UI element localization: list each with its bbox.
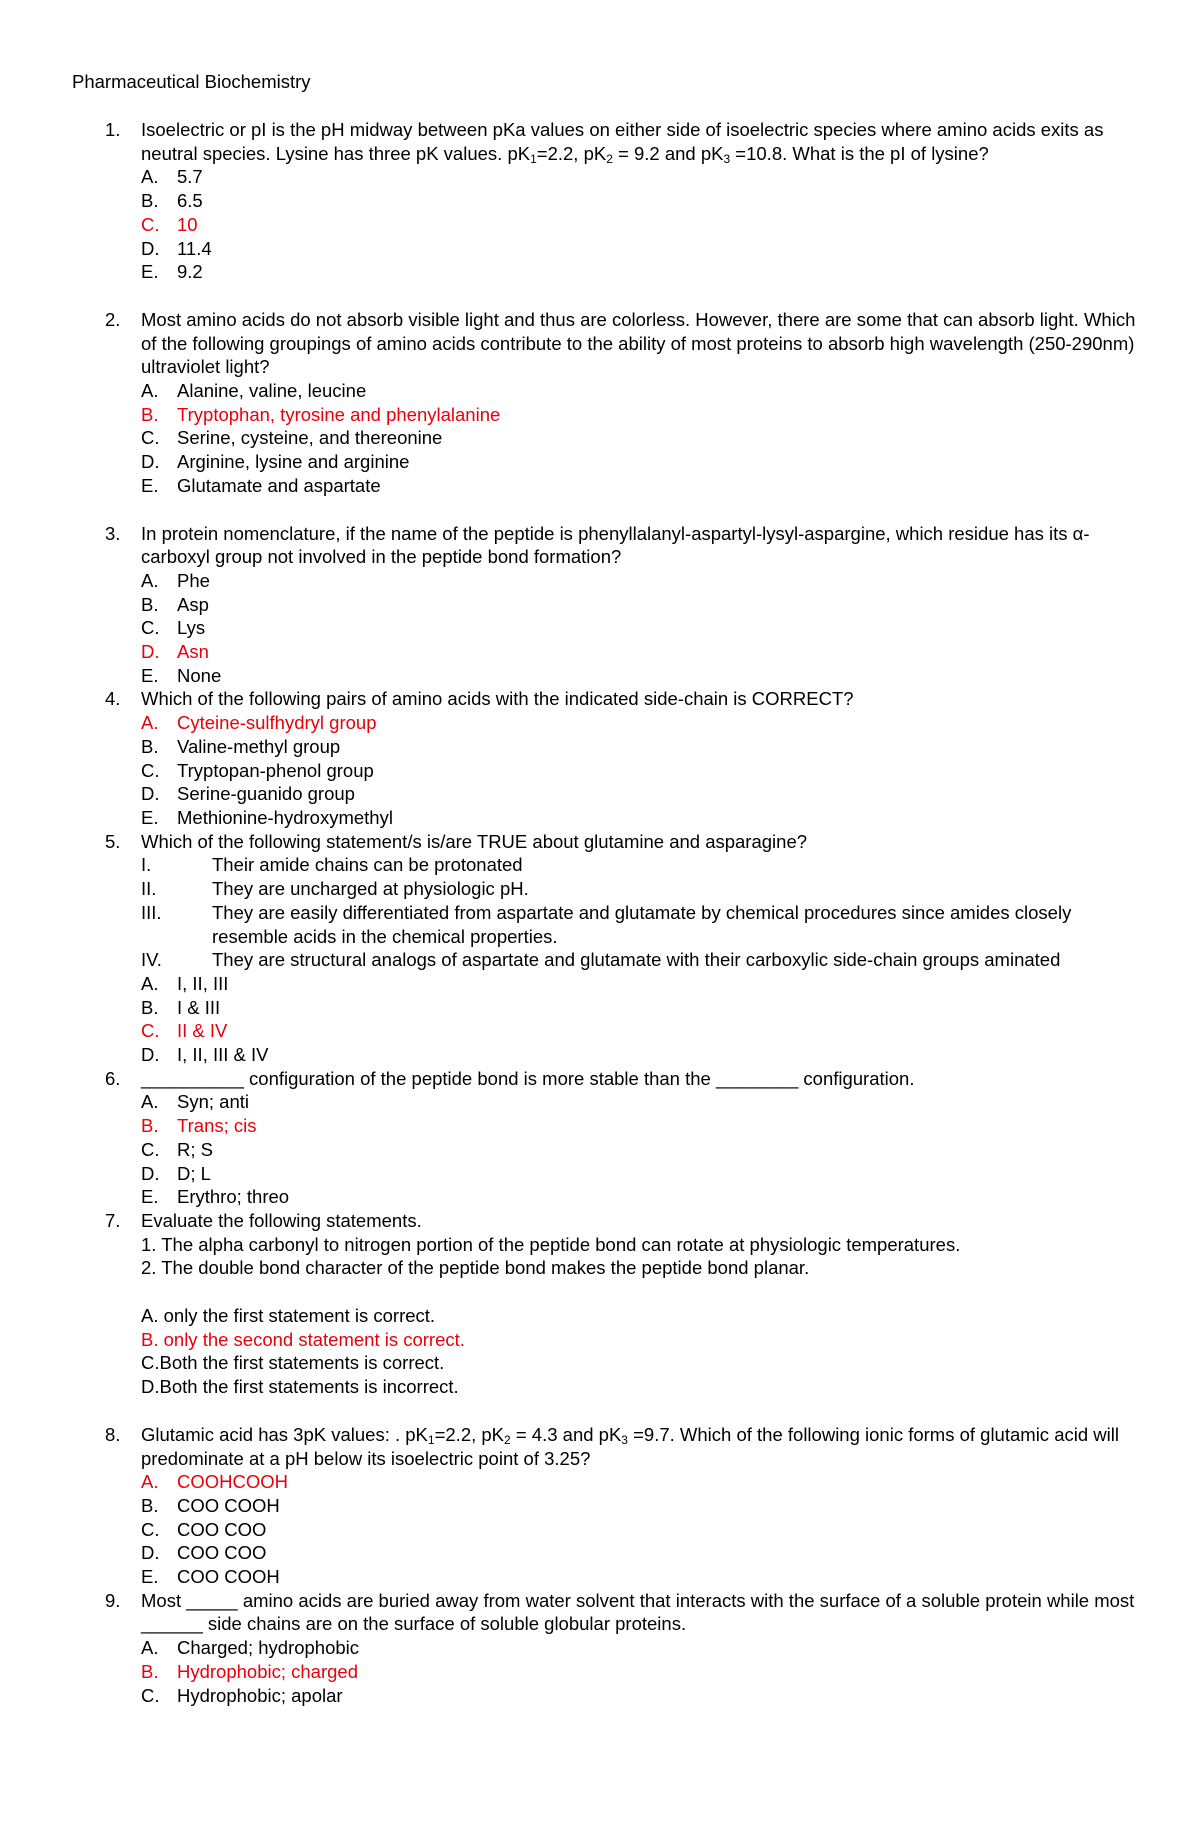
option: A. Syn; anti <box>141 1091 249 1113</box>
question-stem: Most _____ amino acids are buried away from water solvent that interacts with the surface of a soluble protein while most ______ side chains are on the surface of soluble globular proteins. <box>141 1589 1135 1635</box>
option: D. COO COO <box>141 1542 267 1564</box>
correct-option: A. COOHCOOH <box>141 1471 288 1493</box>
option: D. Serine-guanido group <box>141 783 355 805</box>
question-stem: In protein nomenclature, if the name of the peptide is phenyllalanyl-aspartyl-lysyl-aspargine, which residue has its α-carboxyl group not involved in the peptide bond formation? <box>141 522 1090 568</box>
question-stem: Evaluate the following statements. <box>141 1209 422 1231</box>
option: A. Charged; hydrophobic <box>141 1637 360 1659</box>
document-page <box>72 70 1142 1707</box>
option: B. COO COOH <box>141 1494 280 1516</box>
question-number: 1. <box>105 119 121 140</box>
question-number: 8. <box>105 1423 121 1445</box>
statement: I. Their amide chains can be protonated <box>141 854 523 876</box>
statement: 2. The double bond character of the peptide bond makes the peptide bond planar. <box>141 1257 810 1279</box>
question-number: 4. <box>105 688 121 710</box>
option: E. 9.2 <box>141 261 203 283</box>
option: E. COO COOH <box>141 1566 280 1588</box>
question-5 <box>72 830 1142 1067</box>
question-8 <box>72 1423 1142 1589</box>
question-stem: Glutamic acid has 3pK values: . $pK_1=2.2$, $pK_2 = 4.3$ and $pK_3 =9.7$. Which of the following ionic forms of glutamic acid will predominate at a pH below its isoelectric point of 3.25? <box>141 1423 1119 1469</box>
option: E. Erythro; threo <box>141 1186 290 1208</box>
correct-option: A. Cyteine-sulfhydryl group <box>141 712 377 734</box>
question-3 <box>72 522 1142 688</box>
option: D.Both the first statements is incorrect. <box>141 1376 459 1398</box>
option: A. 5.7 <box>141 166 203 188</box>
option: C. COO COO <box>141 1518 267 1540</box>
question-number: 5. <box>105 830 121 852</box>
option: B. Valine-methyl group <box>141 735 341 757</box>
option: B. Asp <box>141 593 209 615</box>
question-stem: __________ configuration of the peptide bond is more stable than the ________ configuration. <box>141 1067 915 1089</box>
correct-option: C. II & IV <box>141 1020 228 1042</box>
question-stem: Which of the following statement/s is/are TRUE about glutamine and asparagine? <box>141 830 808 852</box>
question-2 <box>72 308 1142 498</box>
statement: 1. The alpha carbonyl to nitrogen portion of the peptide bond can rotate at physiologic temperatures. <box>141 1233 961 1255</box>
question-stem: Isoelectric or pI is the pH midway between pKa values on either side of isoelectric species where amino acids exits as neutral species. Lysine has three pK values. $pK_1=2.2$, $pK_2 = 9.2$ and $pK_3 =10.8$. What is the pI of lysine? <box>141 119 1104 166</box>
spacer <box>72 284 1142 308</box>
question-6 <box>72 1067 1142 1209</box>
question-number: 3. <box>105 522 121 544</box>
correct-option: B. Hydrophobic; charged <box>141 1660 358 1682</box>
correct-option: B. Tryptophan, tyrosine and phenylalanine <box>141 403 501 425</box>
question-number: 2. <box>105 308 121 330</box>
question-1 <box>72 118 1142 284</box>
correct-option: B. Trans; cis <box>141 1115 257 1137</box>
question-stem: Which of the following pairs of amino acids with the indicated side-chain is CORRECT? <box>141 688 854 710</box>
option: B. I & III <box>141 996 221 1018</box>
option: A. I, II, III <box>141 972 229 994</box>
option: A. Alanine, valine, leucine <box>141 380 367 402</box>
spacer <box>72 1399 1142 1423</box>
option: C. Lys <box>141 617 206 639</box>
question-number: 6. <box>105 1067 121 1089</box>
document-title: Pharmaceutical Biochemistry <box>72 71 311 92</box>
statement: II. They are uncharged at physiologic pH. <box>141 878 529 900</box>
question-stem: Most amino acids do not absorb visible light and thus are colorless. However, there are some that can absorb light. Which of the following groupings of amino acids contribute to the ability of most proteins to absorb high wavelength (250-290nm) ultraviolet light? <box>141 308 1136 378</box>
question-number: 9. <box>105 1589 121 1611</box>
option: C. Tryptopan-phenol group <box>141 759 374 781</box>
option: D. I, II, III & IV <box>141 1044 269 1066</box>
option: C. Hydrophobic; apolar <box>141 1684 343 1706</box>
option: C.Both the first statements is correct. <box>141 1352 445 1374</box>
question-number: 7. <box>105 1209 121 1231</box>
spacer <box>72 498 1142 522</box>
option: A. only the first statement is correct. <box>141 1305 436 1327</box>
question-7 <box>72 1209 1142 1399</box>
spacer <box>141 1280 1142 1304</box>
option: C. Serine, cysteine, and thereonine <box>141 427 443 449</box>
option: B. 6.5 <box>141 190 203 212</box>
option: D. Arginine, lysine and arginine <box>141 451 410 473</box>
correct-option: D. Asn <box>141 641 209 663</box>
correct-option: C. 10 <box>141 213 198 235</box>
question-4 <box>72 687 1142 829</box>
statement: III. They are easily differentiated from aspartate and glutamate by chemical procedures since amides closely resemble acids in the chemical properties. <box>141 901 1072 947</box>
option: A. Phe <box>141 569 210 591</box>
statement: IV. They are structural analogs of aspartate and glutamate with their carboxylic side-chain groups aminated <box>141 949 1061 971</box>
option: E. Methionine-hydroxymethyl <box>141 806 393 828</box>
option: E. None <box>141 664 222 686</box>
option: D. 11.4 <box>141 237 212 259</box>
option: E. Glutamate and aspartate <box>141 474 381 496</box>
question-9 <box>72 1589 1142 1708</box>
option: C. R; S <box>141 1138 213 1160</box>
correct-option: B. only the second statement is correct. <box>141 1328 465 1350</box>
option: D. D; L <box>141 1162 211 1184</box>
